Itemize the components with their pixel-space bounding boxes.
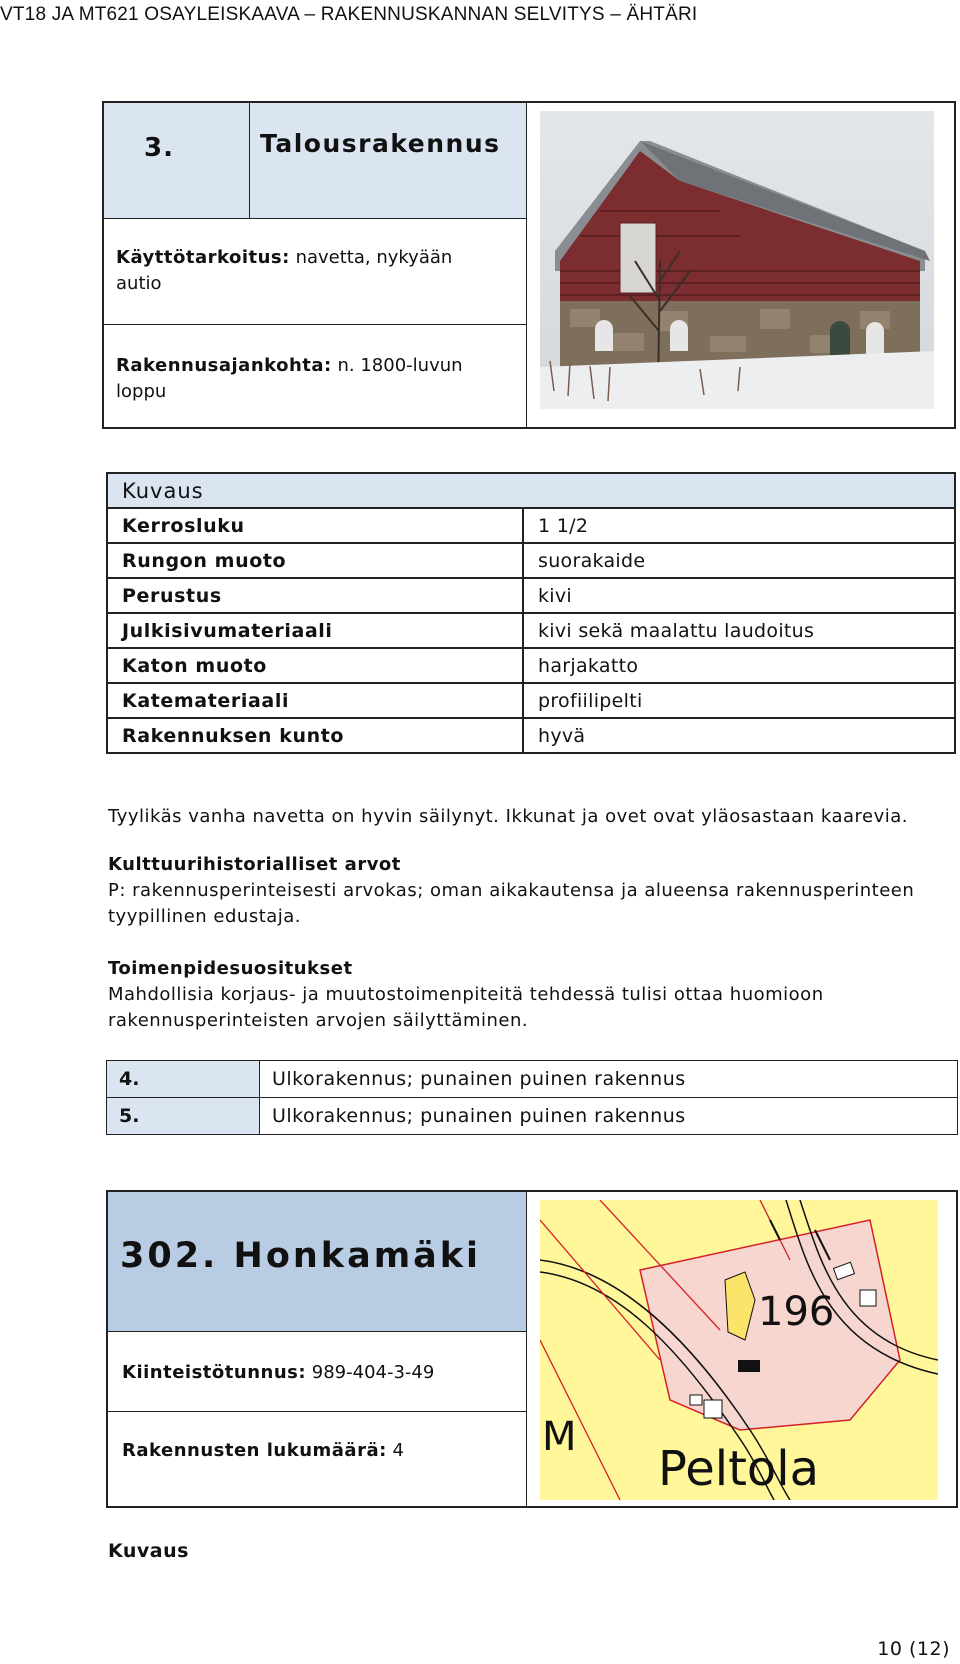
table-row (107, 543, 955, 578)
construction-year-cell (104, 325, 526, 429)
row-key: Rakennuksen kunto (107, 718, 523, 753)
construction-year-value: n. 1800-luvun loppu (116, 355, 463, 402)
map-edge-letter: M (542, 1414, 577, 1460)
building-number: 4. (107, 1061, 260, 1098)
recommendations-text: Mahdollisia korjaus- ja muutostoimenpiteitä tehdessä tulisi ottaa huomioon rakennusperinteisten arvojen säilyttäminen. (108, 984, 824, 1031)
row-value: profiilipelti (523, 683, 955, 718)
document-header: VT18 JA MT621 OSAYLEISKAAVA – RAKENNUSKANNAN SELVITYS – ÄHTÄRI (0, 4, 698, 25)
row-key: Katemateriaali (107, 683, 523, 718)
cultural-values-section (108, 852, 958, 930)
kuvaus-heading: Kuvaus (108, 1540, 189, 1562)
construction-year-label: Rakennusajankohta: (116, 355, 332, 376)
row-value: suorakaide (523, 543, 955, 578)
row-value: kivi sekä maalattu laudoitus (523, 613, 955, 648)
building-count-cell (108, 1412, 526, 1506)
property-map (540, 1200, 938, 1500)
row-key: Katon muoto (107, 648, 523, 683)
map-place-label: Peltola (658, 1441, 820, 1497)
row-key: Kerrosluku (107, 508, 523, 543)
building-description: Ulkorakennus; punainen puinen rakennus (260, 1098, 958, 1135)
row-value: hyvä (523, 718, 955, 753)
row-value: 1 1/2 (523, 508, 955, 543)
row-key: Julkisivumateriaali (107, 613, 523, 648)
table-row (107, 613, 955, 648)
row-key: Rungon muoto (107, 543, 523, 578)
row-value: harjakatto (523, 648, 955, 683)
description-heading: Kuvaus (107, 473, 955, 508)
map-number-label: 196 (758, 1289, 835, 1335)
table-row (107, 718, 955, 753)
recommendations-label: Toimenpidesuositukset (108, 958, 353, 979)
cultural-values-label: Kulttuurihistorialliset arvot (108, 854, 401, 875)
table-row (107, 648, 955, 683)
recommendations-section (108, 956, 958, 1034)
building-number-cell (104, 103, 250, 219)
property-title-cell (108, 1192, 526, 1332)
summary-text: Tyylikäs vanha navetta on hyvin säilynyt. Ikkunat ja ovet ovat yläosastaan kaarevia. (108, 806, 908, 827)
table-row (107, 683, 955, 718)
building-count-label: Rakennusten lukumäärä: (122, 1440, 387, 1461)
row-key: Perustus (107, 578, 523, 613)
barn-photo (540, 111, 934, 409)
cell-divider (526, 1192, 527, 1506)
cell-divider (526, 103, 527, 429)
description-table (106, 472, 956, 754)
row-value: kivi (523, 578, 955, 613)
property-id-cell (108, 1332, 526, 1412)
property-id-label: Kiinteistötunnus: (122, 1362, 307, 1383)
property-title: 302. Honkamäki (120, 1236, 482, 1276)
building-title-cell (250, 103, 526, 219)
property-id-value: 989-404-3-49 (311, 1362, 435, 1383)
building-title: Talousrakennus (260, 129, 501, 158)
page-number: 10 (12) (877, 1638, 950, 1660)
usage-cell (104, 219, 526, 325)
building-number: 5. (107, 1098, 260, 1135)
building-count-value: 4 (392, 1440, 404, 1461)
cultural-values-text: P: rakennusperinteisesti arvokas; oman aikakautensa ja alueensa rakennusperinteen tyypillinen edustaja. (108, 880, 915, 927)
usage-label: Käyttötarkoitus: (116, 247, 290, 268)
usage-value: navetta, nykyään autio (116, 247, 453, 294)
other-buildings-table (106, 1060, 958, 1135)
table-row (107, 1061, 958, 1098)
table-row (107, 508, 955, 543)
table-row (107, 1098, 958, 1135)
building-description: Ulkorakennus; punainen puinen rakennus (260, 1061, 958, 1098)
table-row (107, 578, 955, 613)
building-number: 3. (144, 133, 174, 163)
